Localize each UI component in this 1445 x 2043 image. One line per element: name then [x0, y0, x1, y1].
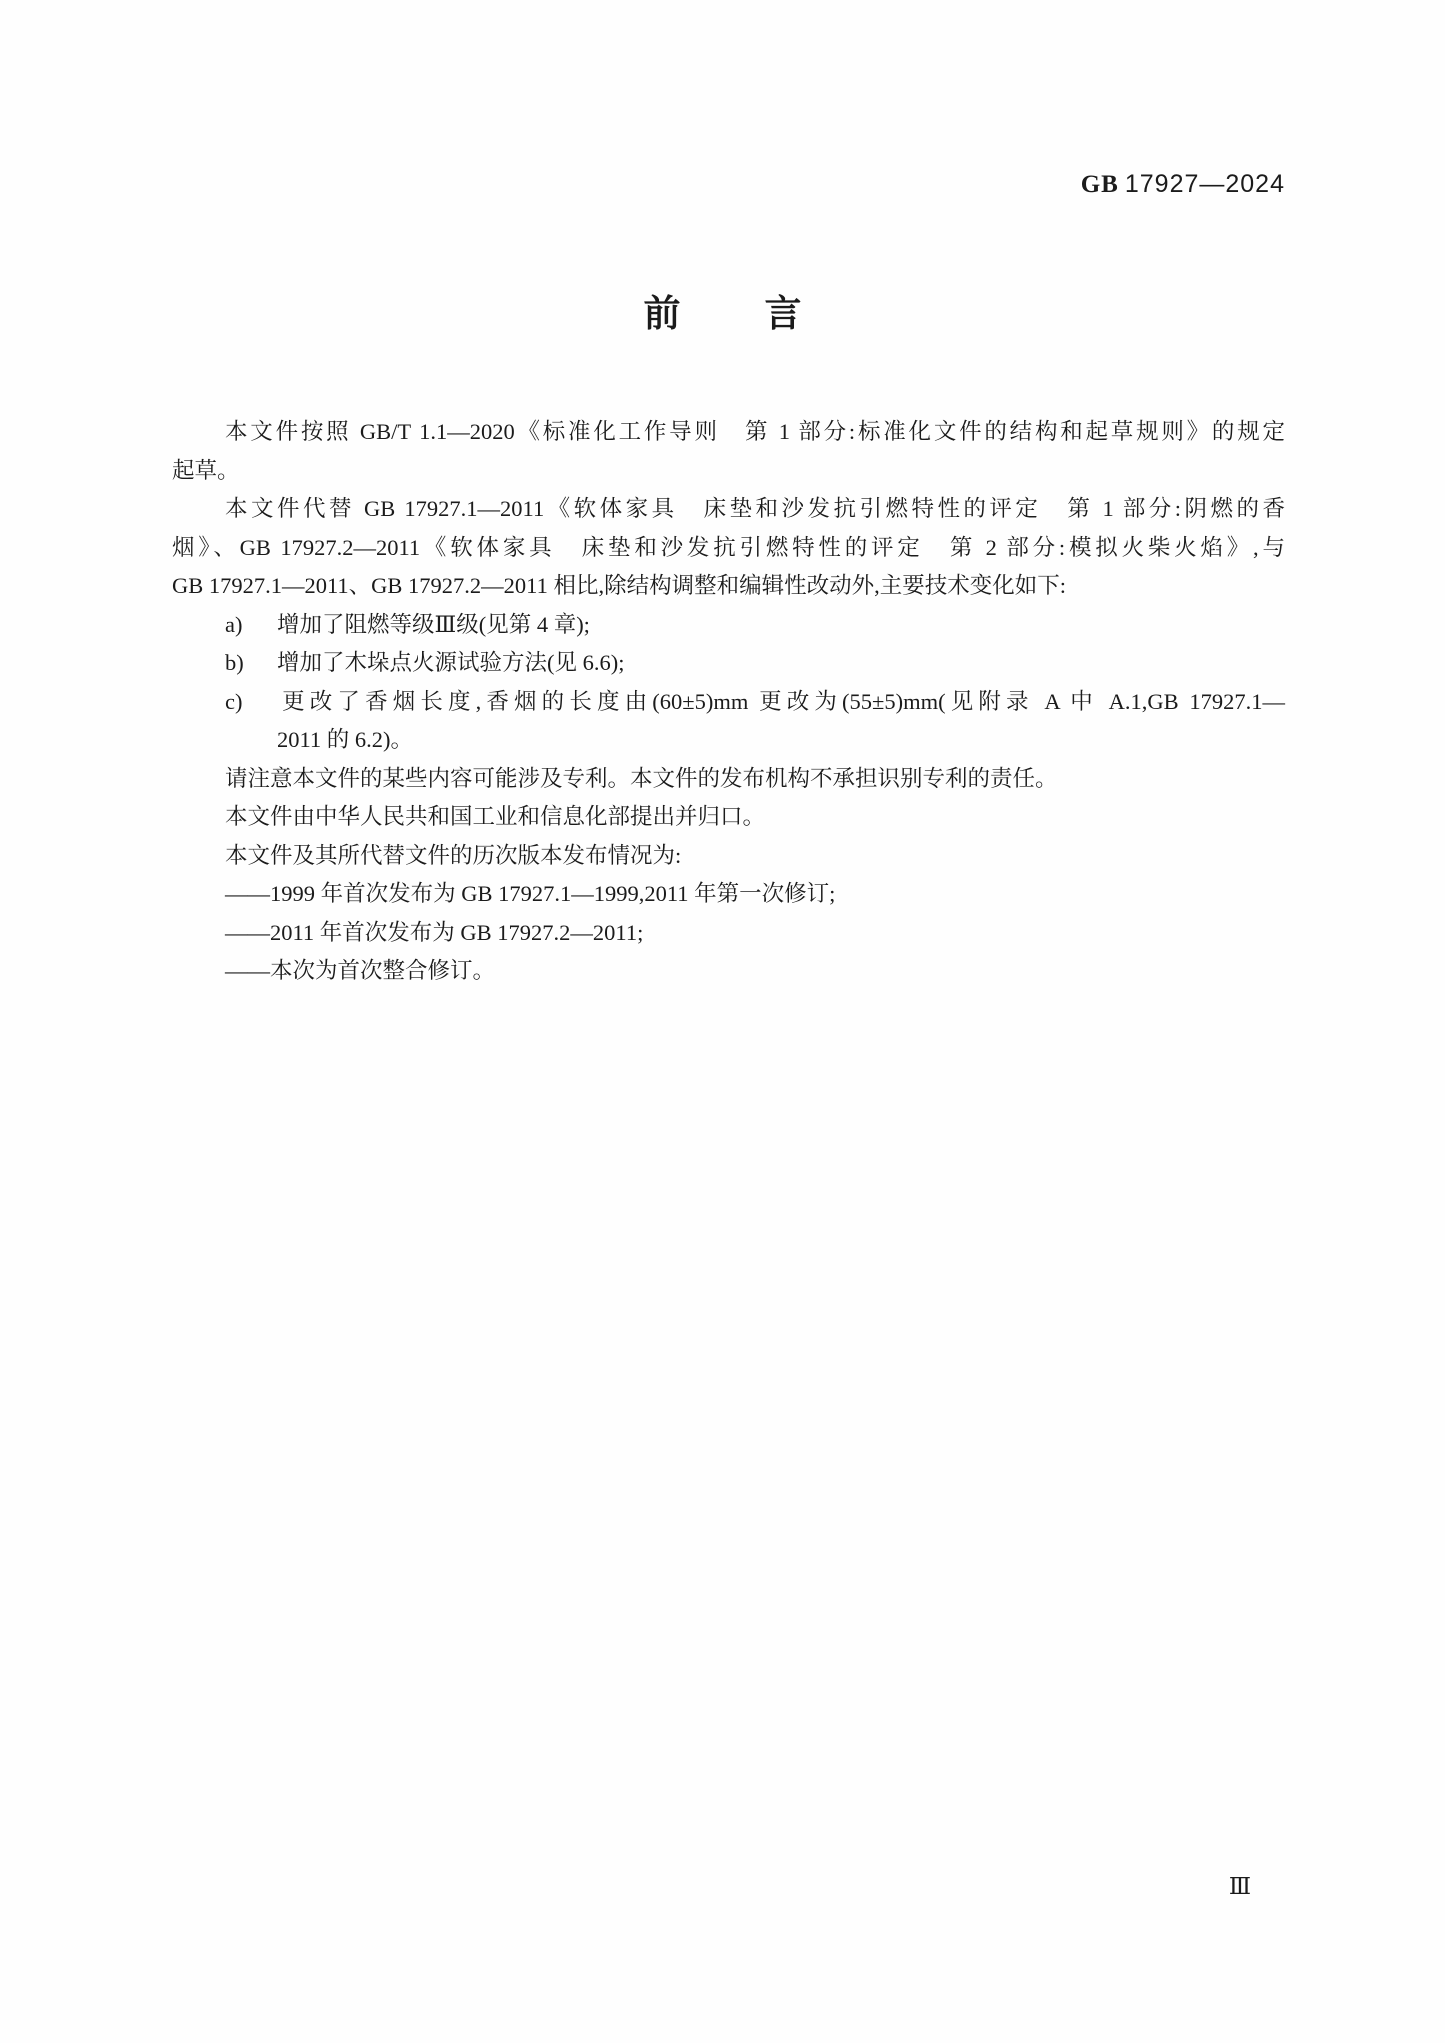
- para-replacement-line3: GB 17927.1—2011、GB 17927.2—2011 相比,除结构调整和编辑性改动外,主要技术变化如下:: [172, 573, 1066, 598]
- list-text-c: 更改了香烟长度,香烟的长度由(60±5)mm 更改为(55±5)mm(见附录 A 中 A.1,GB 17927.1—: [277, 688, 1285, 714]
- list-label-a: a): [225, 611, 243, 637]
- change-list-item-c-line2: 2011 的 6.2)。: [277, 727, 414, 752]
- para-issuing-body: 本文件由中华人民共和国工业和信息化部提出并归口。: [225, 804, 766, 829]
- para-drafting-basis-line2: 起草。: [172, 457, 240, 483]
- para-replacement-line1: 本文件代替 GB 17927.1—2011《软体家具 床垫和沙发抗引燃特性的评定 第 1 部分:阴燃的香: [225, 496, 1285, 521]
- standard-code-prefix: GB: [1080, 171, 1119, 198]
- foreword-title-char1: 前: [643, 293, 681, 334]
- history-item-1999: ——1999 年首次发布为 GB 17927.1—1999,2011 年第一次修订;: [225, 881, 836, 906]
- history-item-2011: ——2011 年首次发布为 GB 17927.2—2011;: [225, 919, 644, 945]
- standard-code-header: [1081, 169, 1285, 200]
- change-list-item-b: [172, 644, 1285, 683]
- list-text-b: 增加了木垛点火源试验方法(见 6.6);: [277, 650, 625, 675]
- foreword-body: [172, 413, 1285, 991]
- foreword-title-char2: 言: [764, 293, 802, 334]
- history-item-current: ——本次为首次整合修订。: [225, 958, 496, 983]
- change-list-item-c-line1: [172, 683, 1285, 722]
- list-text-a: 增加了阻燃等级Ⅲ级(见第 4 章);: [277, 611, 590, 637]
- para-drafting-basis-line1: 本文件按照 GB/T 1.1—2020《标准化工作导则 第 1 部分:标准化文件的结构和起草规则》的规定: [225, 419, 1285, 444]
- standard-code-number: 17927—2024: [1124, 170, 1285, 198]
- foreword-title: [0, 294, 1445, 335]
- page-number: Ⅲ: [1228, 1874, 1252, 1899]
- change-list-item-a: [172, 606, 1285, 645]
- list-label-c: c): [225, 688, 243, 714]
- para-version-history-intro: 本文件及其所代替文件的历次版本发布情况为:: [225, 842, 682, 868]
- list-label-b: b): [225, 650, 244, 675]
- para-patent-notice: 请注意本文件的某些内容可能涉及专利。本文件的发布机构不承担识别专利的责任。: [225, 765, 1058, 791]
- para-replacement-line2: 烟》、GB 17927.2—2011《软体家具 床垫和沙发抗引燃特性的评定 第 2 部分:模拟火柴火焰》,与: [172, 534, 1285, 560]
